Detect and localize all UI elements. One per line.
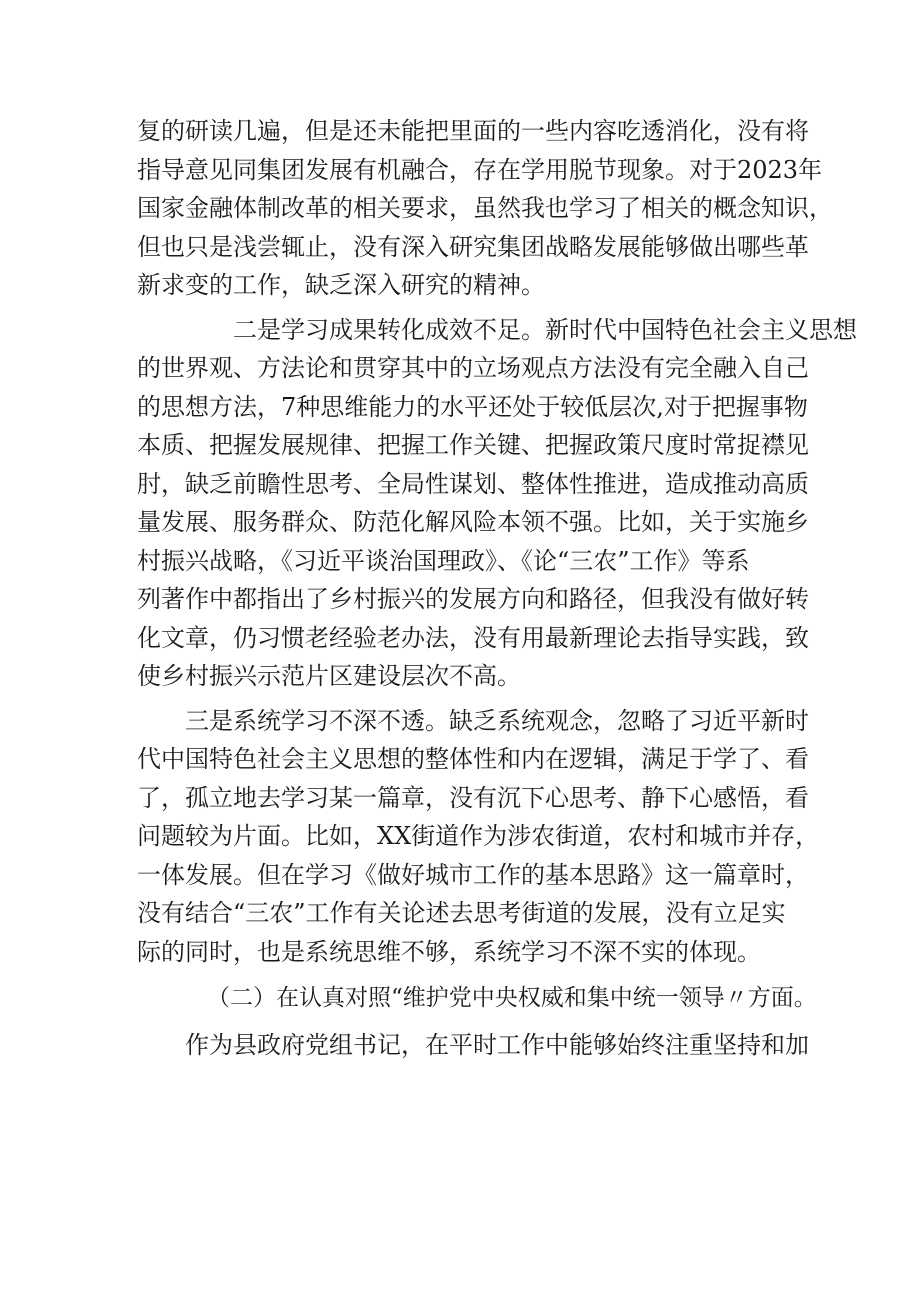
text-line: 村振兴战略，《习近平谈治国理政》、《论“三农”工作》等系 [137,546,750,575]
text-line: 一体发展。但在学习《做好城市工作的基本思路》这一篇章时， [137,860,809,889]
text-line: 国家金融体制改革的相关要求，虽然我也学习了相关的概念知识， [137,194,833,222]
text-line: 本质、把握发展规律、把握工作关键、把握政策尺度时常捉襟见 [137,431,809,459]
paragraph-1 [137,112,833,305]
paragraph-3 [137,702,820,972]
text-line: 作为县政府党组书记，在平时工作中能够始终注重坚持和加 [185,1030,809,1059]
text-line: 使乡村振兴示范片区建设层次不高。 [137,662,521,690]
paragraph-2 [137,311,857,696]
text-line: 新求变的工作，缺乏深入研究的精神。 [137,271,545,299]
paragraph-4 [137,1026,809,1065]
text-line: 二是学习成果转化成效不足。新时代中国特色社会主义思想 [233,315,857,344]
text-line: 复的研读几遍，但是还未能把里面的一些内容吃透消化，没有将 [137,117,809,145]
text-line: 列著作中都指出了乡村振兴的发展方向和路径，但我没有做好转 [137,585,809,613]
text-line: 际的同时，也是系统思维不够，系统学习不深不实的体现。 [137,937,761,966]
text-line: 三是系统学习不深不透。缺乏系统观念，忽略了习近平新时 [185,706,809,735]
text-line: 肘，缺乏前瞻性思考、全局性谋划、整体性推进，造成推动高质 [137,469,809,498]
text-line: 指导意见同集团发展有机融合，存在学用脱节现象。对于2023年 [137,155,823,184]
section-heading: （二）在认真对照“维护党中央权威和集中统一领导〃方面。 [207,985,817,1011]
text-line: 没有结合“三农”工作有关论述去思考街道的发展，没有立足实 [137,899,786,927]
text-line: 问题较为片面。比如，XX街道作为涉农街道，农村和城市并存， [137,822,820,850]
text-line: 的世界观、方法论和贯穿其中的立场观点方法没有完全融入自己 [137,354,809,382]
text-line: 化文章，仍习惯老经验老办法，没有用最新理论去指导实践，致 [137,623,809,652]
text-line: 代中国特色社会主义思想的整体性和内在逻辑，满足于学了、看 [137,745,809,773]
text-line: 但也只是浅尝辄止，没有深入研究集团战略发展能够做出哪些革 [137,232,809,261]
text-line: 量发展、服务群众、防范化解风险本领不强。比如，关于实施乡 [137,508,809,536]
text-line: 了，孤立地去学习某一篇章，没有沉下心思考、静下心感悟，看 [137,783,809,812]
text-line: 的思想方法，7种思维能力的水平还处于较低层次,对于把握事物 [137,392,808,421]
document-page [137,112,857,1064]
